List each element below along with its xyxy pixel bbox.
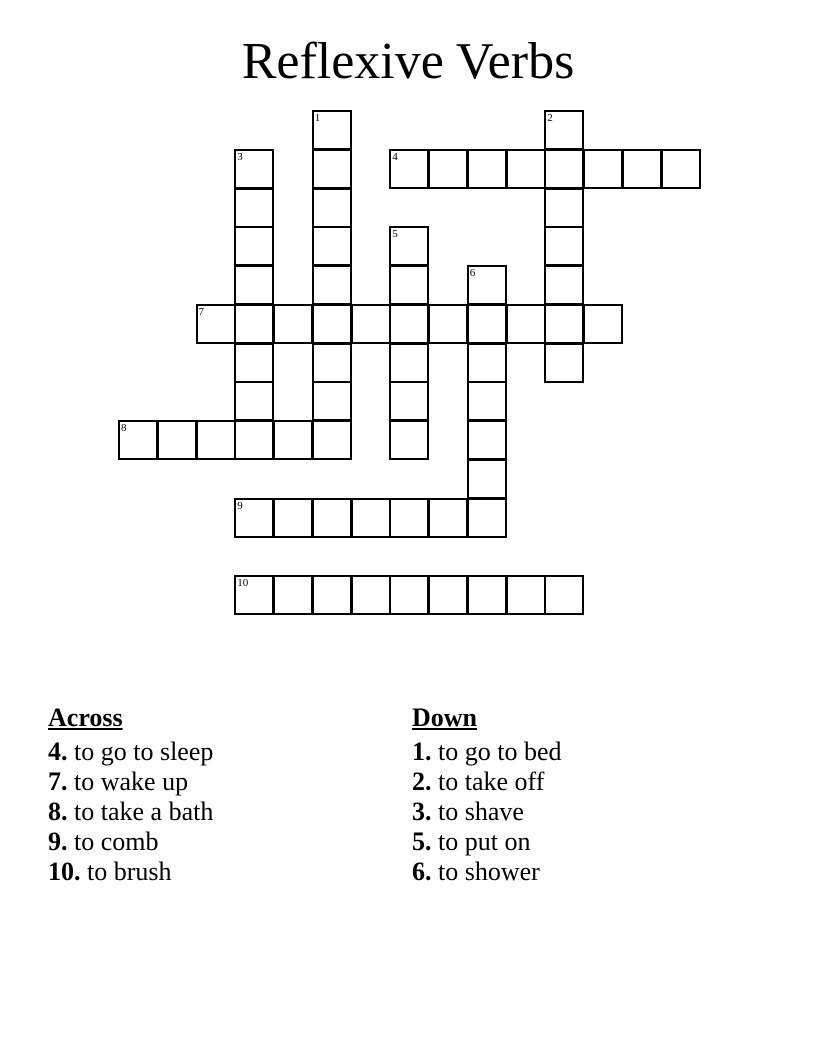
across-clue-7 — [48, 767, 213, 797]
cell-number: 7 — [198, 305, 204, 318]
clue-text: to take off — [438, 767, 545, 796]
crossword-cell[interactable] — [312, 420, 352, 460]
crossword-cell[interactable] — [196, 420, 236, 460]
page-title: Reflexive Verbs — [241, 33, 575, 90]
crossword-cell[interactable] — [467, 498, 507, 538]
crossword-cell[interactable] — [234, 420, 274, 460]
clue-text: to shave — [438, 797, 524, 826]
crossword-cell[interactable] — [234, 575, 274, 615]
crossword-cell[interactable] — [467, 304, 507, 344]
crossword-cell[interactable] — [506, 149, 546, 189]
crossword-cell[interactable] — [312, 498, 352, 538]
cell-number: 3 — [237, 150, 243, 163]
cell-number: 5 — [392, 228, 398, 241]
clue-text: to go to bed — [438, 737, 562, 766]
crossword-cell[interactable] — [234, 304, 274, 344]
crossword-cell[interactable] — [544, 265, 584, 305]
crossword-cell[interactable] — [312, 188, 352, 228]
clue-text: to go to sleep — [74, 737, 214, 766]
crossword-cell[interactable] — [351, 304, 391, 344]
crossword-cell[interactable] — [234, 498, 274, 538]
clue-text: to take a bath — [74, 797, 214, 826]
crossword-cell[interactable] — [428, 149, 468, 189]
cell-number: 4 — [392, 150, 398, 163]
crossword-cell[interactable] — [389, 343, 429, 383]
crossword-cell[interactable] — [389, 381, 429, 421]
cell-number: 8 — [121, 422, 127, 434]
clue-text: to shower — [438, 857, 540, 886]
crossword-cell[interactable] — [467, 265, 507, 305]
crossword-cell[interactable] — [544, 343, 584, 383]
crossword-cell[interactable] — [467, 420, 507, 460]
clue-text: to wake up — [74, 767, 189, 796]
clue-number: 2. — [412, 767, 432, 796]
clue-number: 8. — [48, 797, 68, 826]
crossword-cell[interactable] — [389, 149, 429, 189]
across-heading: Across — [48, 703, 123, 732]
down-clue-3 — [412, 797, 562, 827]
clue-number: 4. — [48, 737, 68, 766]
crossword-cell[interactable] — [583, 149, 623, 189]
crossword-cell[interactable] — [389, 265, 429, 305]
crossword-cell[interactable] — [273, 575, 313, 615]
crossword-cell[interactable] — [312, 343, 352, 383]
crossword-cell[interactable] — [312, 381, 352, 421]
down-heading: Down — [412, 703, 478, 732]
across-clue-9 — [48, 827, 213, 857]
crossword-cell[interactable] — [196, 304, 236, 344]
down-clues — [412, 702, 562, 887]
across-clue-10 — [48, 857, 213, 887]
crossword-cell[interactable] — [351, 575, 391, 615]
crossword-cell[interactable] — [544, 304, 584, 344]
crossword-cell[interactable] — [273, 498, 313, 538]
crossword-cell[interactable] — [467, 149, 507, 189]
crossword-cell[interactable] — [467, 381, 507, 421]
down-clue-5 — [412, 827, 562, 857]
cell-number: 9 — [237, 499, 243, 512]
crossword-cell[interactable] — [544, 226, 584, 266]
crossword-cell[interactable] — [312, 575, 352, 615]
down-clue-1 — [412, 737, 562, 767]
crossword-cell[interactable] — [157, 420, 197, 460]
crossword-cell[interactable] — [234, 226, 274, 266]
crossword-cell[interactable] — [467, 575, 507, 615]
clue-number: 9. — [48, 827, 68, 856]
crossword-cell[interactable] — [312, 265, 352, 305]
crossword-cell[interactable] — [234, 381, 274, 421]
down-clue-6 — [412, 857, 562, 887]
crossword-cell[interactable] — [351, 498, 391, 538]
crossword-cell[interactable] — [428, 498, 468, 538]
crossword-cell[interactable] — [234, 188, 274, 228]
crossword-cell[interactable] — [544, 149, 584, 189]
clue-text: to put on — [438, 827, 531, 856]
crossword-cell[interactable] — [234, 343, 274, 383]
down-clue-2 — [412, 767, 562, 797]
crossword-cell[interactable] — [661, 149, 701, 189]
crossword-cell[interactable] — [544, 575, 584, 615]
crossword-cell[interactable] — [312, 110, 352, 150]
clue-number: 7. — [48, 767, 68, 796]
clue-number: 6. — [412, 857, 432, 886]
clue-number: 10. — [48, 857, 81, 886]
cell-number: 10 — [237, 577, 249, 589]
across-clues — [48, 702, 213, 887]
crossword-cell[interactable] — [118, 420, 158, 460]
cell-number: 6 — [469, 267, 476, 279]
across-clue-8 — [48, 797, 213, 827]
crossword-cell[interactable] — [234, 265, 274, 305]
crossword-cell[interactable] — [506, 575, 546, 615]
clue-number: 5. — [412, 827, 432, 856]
crossword-cell[interactable] — [312, 304, 352, 344]
clue-text: to comb — [74, 827, 159, 856]
crossword-cell[interactable] — [506, 304, 546, 344]
clue-number: 3. — [412, 797, 432, 826]
across-clue-4 — [48, 737, 213, 767]
crossword-cell[interactable] — [234, 149, 274, 189]
clue-text: to brush — [87, 857, 172, 886]
crossword-cell[interactable] — [467, 343, 507, 383]
crossword-cell[interactable] — [428, 304, 468, 344]
crossword-cell[interactable] — [389, 226, 429, 266]
crossword-cell[interactable] — [389, 498, 429, 538]
crossword-cell[interactable] — [389, 420, 429, 460]
crossword-cell[interactable] — [622, 149, 662, 189]
crossword-cell[interactable] — [583, 304, 623, 344]
cell-number: 1 — [314, 112, 321, 124]
crossword-cell[interactable] — [312, 226, 352, 266]
crossword-cell[interactable] — [273, 420, 313, 460]
crossword-cell[interactable] — [312, 149, 352, 189]
crossword-cell[interactable] — [544, 110, 584, 150]
crossword-cell[interactable] — [428, 575, 468, 615]
crossword-cell[interactable] — [389, 304, 429, 344]
cell-number: 2 — [547, 112, 553, 124]
crossword-cell[interactable] — [389, 575, 429, 615]
crossword-cell[interactable] — [467, 459, 507, 499]
crossword-cell[interactable] — [544, 188, 584, 228]
clue-number: 1. — [412, 737, 432, 766]
crossword-cell[interactable] — [273, 304, 313, 344]
